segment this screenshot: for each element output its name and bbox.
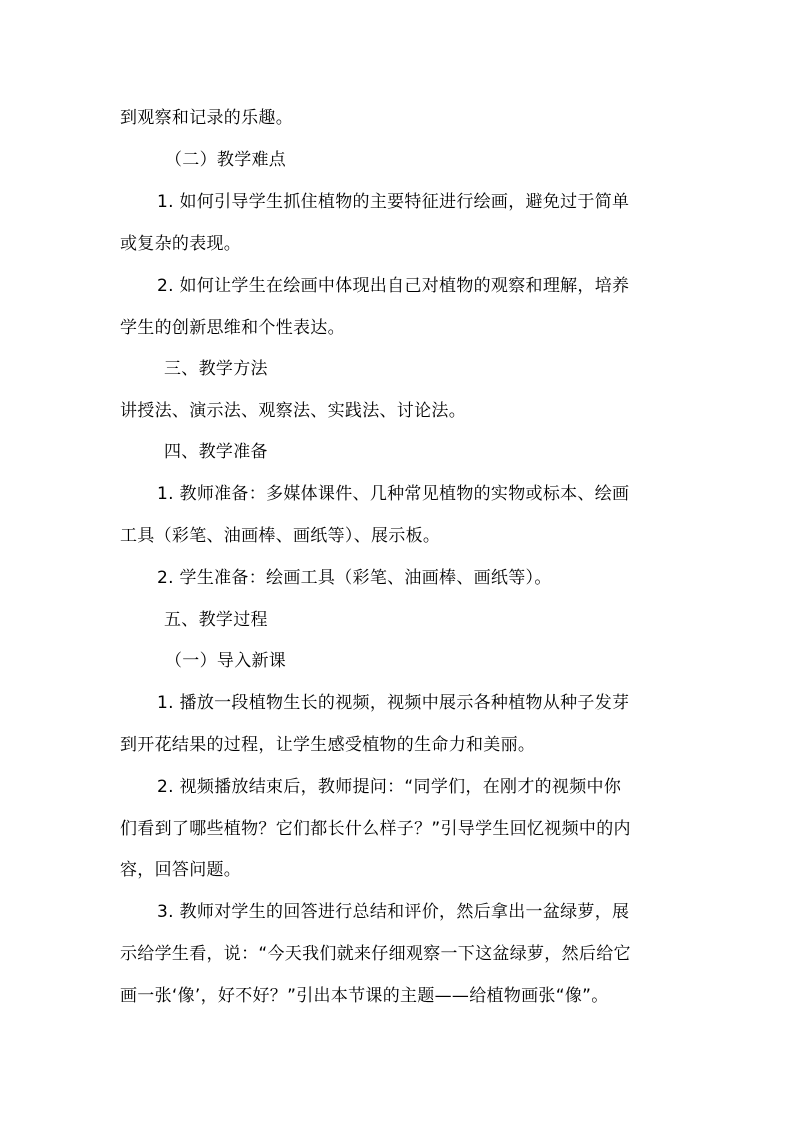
list-item-line: 2. 如何让学生在绘画中体现出自己对植物的观察和理解，培养 xyxy=(157,276,630,296)
list-item-line: 1. 播放一段植物生长的视频，视频中展示各种植物从种子发芽 xyxy=(157,693,630,713)
section-heading: （二）教学难点 xyxy=(165,150,287,170)
list-item-line: 2. 视频播放结束后，教师提问：“同学们，在刚才的视频中你 xyxy=(157,777,622,797)
paragraph-line: 到观察和记录的乐趣。 xyxy=(120,108,293,128)
paragraph-line: 容，回答问题。 xyxy=(120,860,242,880)
paragraph-line: 到开花结果的过程，让学生感受植物的生命力和美丽。 xyxy=(120,735,536,755)
section-heading: 五、教学过程 xyxy=(164,610,268,630)
paragraph-line: 或复杂的表现。 xyxy=(120,234,242,254)
paragraph-line: 画一张‘像’，好不好？”引出本节课的主题——给植物画张“像”。 xyxy=(120,986,609,1006)
paragraph-line: 示给学生看，说：“今天我们就来仔细观察一下这盆绿萝，然后给它 xyxy=(120,944,631,964)
list-item-line: 2. 学生准备：绘画工具（彩笔、油画棒、画纸等）。 xyxy=(157,568,552,588)
paragraph-line: 们看到了哪些植物？它们都长什么样子？”引导学生回忆视频中的内 xyxy=(120,819,631,839)
paragraph-line: 讲授法、演示法、观察法、实践法、讨论法。 xyxy=(120,401,466,421)
list-item-line: 3. 教师对学生的回答进行总结和评价，然后拿出一盆绿萝，展 xyxy=(157,902,630,922)
paragraph-line: 工具（彩笔、油画棒、画纸等）、展示板。 xyxy=(120,526,441,546)
paragraph-line: 学生的创新思维和个性表达。 xyxy=(120,318,345,338)
list-item-line: 1. 如何引导学生抓住植物的主要特征进行绘画，避免过于简单 xyxy=(157,192,630,212)
list-item-line: 1. 教师准备：多媒体课件、几种常见植物的实物或标本、绘画 xyxy=(157,484,630,504)
section-heading: （一）导入新课 xyxy=(165,651,287,671)
section-heading: 四、教学准备 xyxy=(164,442,268,462)
section-heading: 三、教学方法 xyxy=(164,359,268,379)
